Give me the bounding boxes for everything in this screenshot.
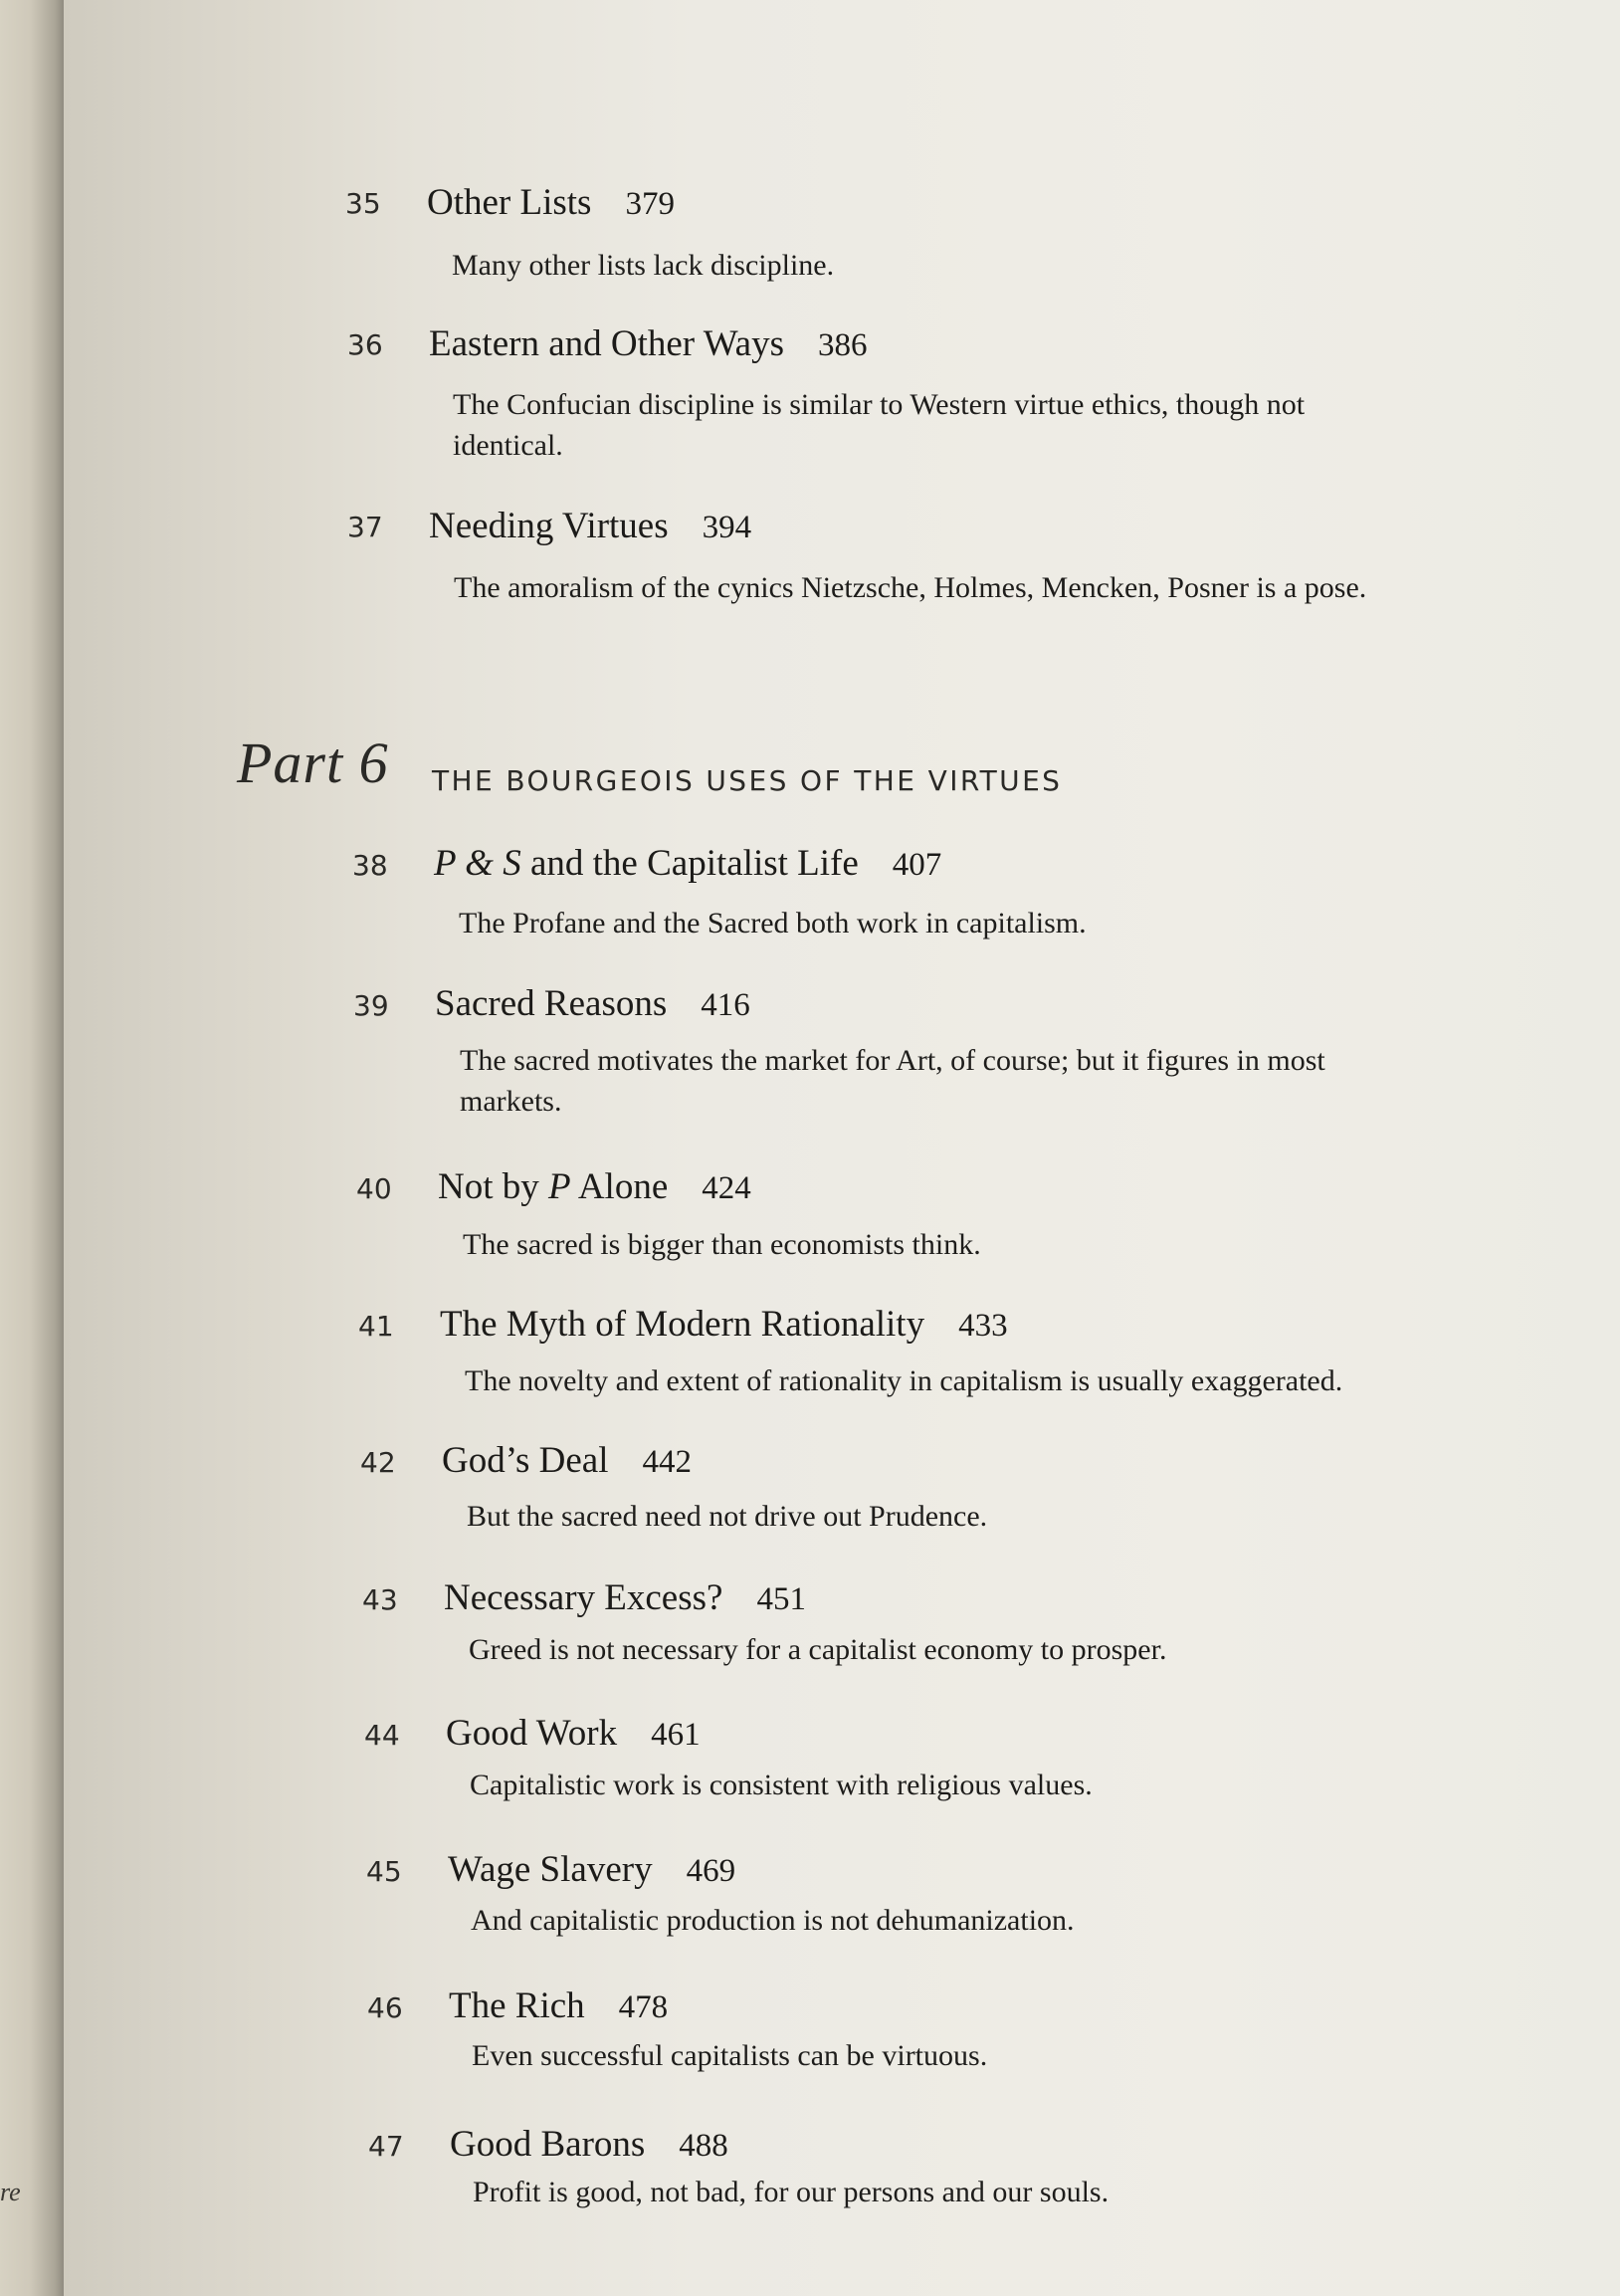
page-number: 424 <box>702 1170 751 1206</box>
chapter-title-end: Alone <box>570 1166 669 1207</box>
part-title: THE BOURGEOIS USES OF THE VIRTUES <box>432 764 1063 797</box>
chapter-summary: And capitalistic production is not dehumanization. <box>471 1904 1075 1937</box>
chapter-number: 35 <box>345 187 381 220</box>
chapter-title-line <box>442 1439 692 1482</box>
part-label: Part <box>237 731 344 795</box>
page-number: 488 <box>679 2128 728 2164</box>
page-number: 386 <box>817 327 868 363</box>
chapter-title: Good Work <box>446 1713 618 1754</box>
chapter-summary: Even successful capitalists can be virtuous. <box>472 2039 988 2072</box>
page-number: 478 <box>618 1989 669 2025</box>
chapter-title: Sacred Reasons <box>435 983 668 1024</box>
chapter-number: 47 <box>368 2130 404 2163</box>
chapter-summary: The amoralism of the cynics Nietzsche, Holmes, Mencken, Posner is a pose. <box>454 571 1367 604</box>
part-heading <box>237 730 389 796</box>
page-number: 461 <box>651 1717 701 1753</box>
page-number: 442 <box>642 1444 692 1480</box>
chapter-title: God’s Deal <box>442 1440 609 1481</box>
page-number: 394 <box>702 510 752 545</box>
chapter-number: 42 <box>360 1446 396 1479</box>
chapter-title-italic: P <box>548 1166 571 1207</box>
chapter-title-line <box>429 322 867 365</box>
chapter-title: Necessary Excess? <box>444 1577 723 1618</box>
chapter-number: 43 <box>362 1583 398 1616</box>
chapter-title-line <box>446 1712 701 1755</box>
chapter-summary: Many other lists lack discipline. <box>452 249 835 282</box>
chapter-summary: The Confucian discipline is similar to Western virtue ethics, though not identical. <box>453 388 1306 462</box>
chapter-summary: Capitalistic work is consistent with religious values. <box>470 1769 1093 1801</box>
chapter-title: Not by <box>438 1166 548 1207</box>
chapter-number: 37 <box>347 511 383 543</box>
chapter-title-line <box>440 1303 1008 1346</box>
chapter-title: Wage Slavery <box>448 1849 653 1890</box>
chapter-title-line <box>427 181 675 224</box>
chapter-title: The Rich <box>449 1985 585 2026</box>
page-number: 469 <box>686 1853 736 1889</box>
chapter-title-line <box>434 842 941 885</box>
facing-page-fragment: re <box>0 2178 21 2206</box>
chapter-number: 41 <box>358 1310 394 1343</box>
chapter-title-line <box>449 1984 668 2027</box>
chapter-title-line <box>450 2123 728 2166</box>
chapter-title: and the Capitalist Life <box>520 843 859 884</box>
chapter-title: The Myth of Modern Rationality <box>440 1304 925 1345</box>
page-number: 407 <box>892 847 942 883</box>
chapter-number: 46 <box>367 1991 403 2024</box>
chapter-title: Good Barons <box>450 2124 646 2165</box>
chapter-title: Eastern and Other Ways <box>429 323 784 364</box>
chapter-title-line <box>438 1165 751 1208</box>
chapter-summary: The sacred is bigger than economists think. <box>463 1228 981 1261</box>
page-number: 379 <box>625 186 675 222</box>
chapter-title-line <box>448 1848 735 1891</box>
chapter-number: 45 <box>366 1855 402 1888</box>
chapter-title: Other Lists <box>427 182 592 223</box>
chapter-title: Needing Virtues <box>429 506 669 546</box>
part-number: 6 <box>358 731 389 795</box>
chapter-number: 39 <box>353 989 389 1022</box>
chapter-title-line <box>429 505 751 547</box>
page-number: 451 <box>756 1581 806 1617</box>
chapter-summary: The novelty and extent of rationality in capitalism is usually exaggerated. <box>465 1364 1343 1397</box>
chapter-summary: The sacred motivates the market for Art, of course; but it figures in most markets. <box>460 1044 1325 1118</box>
chapter-number: 38 <box>352 849 388 882</box>
page-gutter <box>0 0 64 2296</box>
chapter-title-line <box>435 982 750 1025</box>
chapter-title-italic: P & S <box>434 843 521 884</box>
chapter-summary: Profit is good, not bad, for our persons and our souls. <box>473 2176 1110 2208</box>
chapter-summary: The Profane and the Sacred both work in capitalism. <box>459 907 1087 939</box>
chapter-number: 44 <box>364 1719 400 1752</box>
chapter-number: 40 <box>356 1172 392 1205</box>
chapter-summary: Greed is not necessary for a capitalist economy to prosper. <box>469 1633 1167 1666</box>
chapter-summary: But the sacred need not drive out Prudence. <box>467 1500 988 1533</box>
page-number: 416 <box>701 987 750 1023</box>
page-number: 433 <box>958 1308 1008 1344</box>
chapter-number: 36 <box>347 328 383 361</box>
chapter-title-line <box>444 1576 806 1619</box>
